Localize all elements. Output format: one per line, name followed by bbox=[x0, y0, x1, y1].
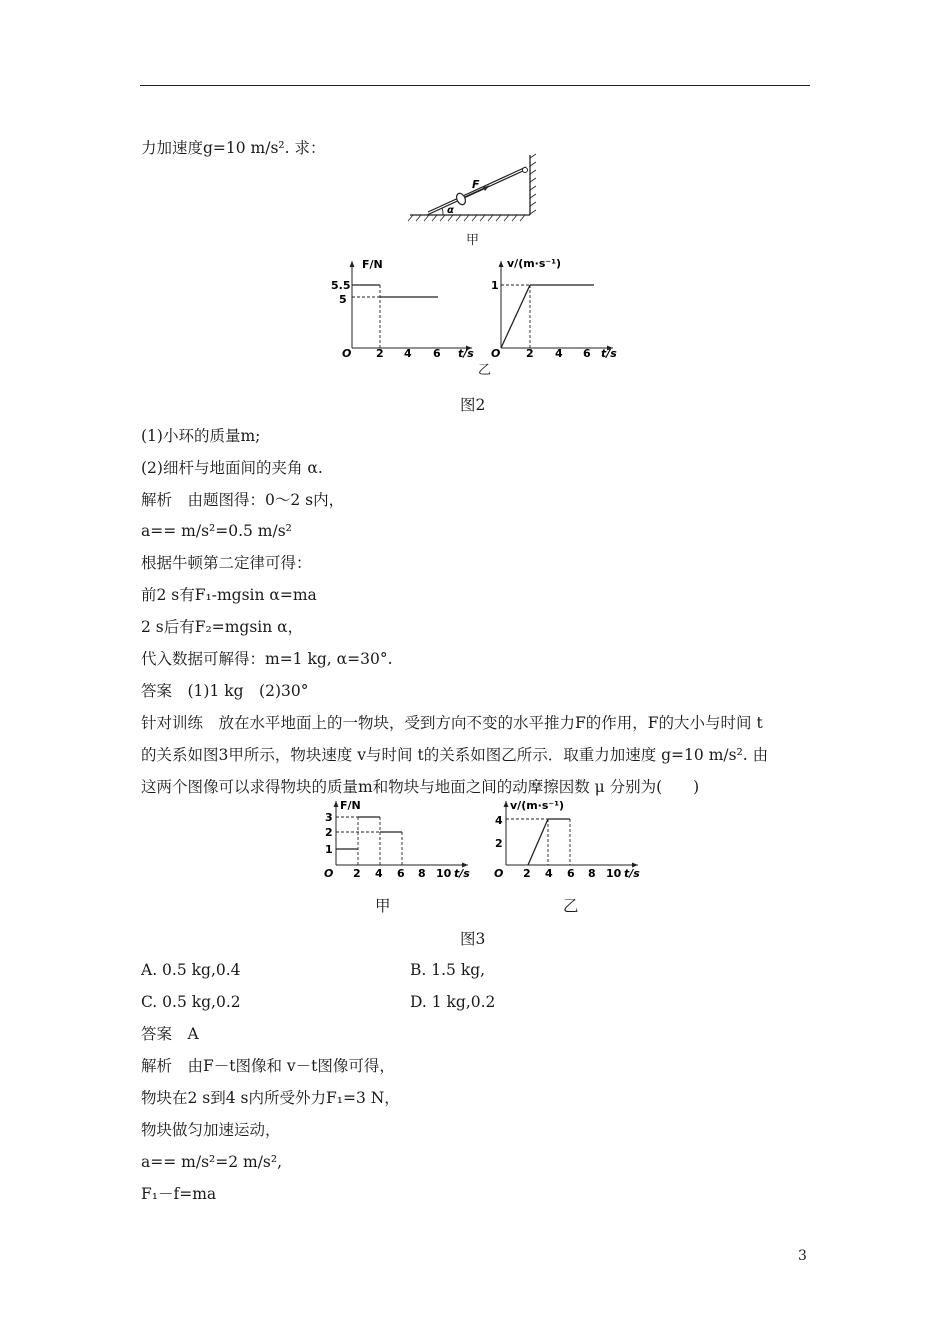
xtick: 2 bbox=[353, 867, 361, 880]
text-line-11: 针对训练 放在水平地面上的一物块，受到方向不变的水平推力F的作用，F的大小与时间 t bbox=[141, 714, 763, 732]
ytick: 5 bbox=[339, 293, 347, 306]
ytick: 5.5 bbox=[331, 279, 351, 292]
origin: O bbox=[491, 347, 501, 360]
xtick: 4 bbox=[545, 867, 553, 880]
fig3-ft-chart bbox=[320, 797, 475, 891]
fig3-caption: 图3 bbox=[460, 930, 486, 948]
fig3-yi-caption: 乙 bbox=[563, 897, 579, 915]
text-line-1: 力加速度g=10 m/s². 求： bbox=[141, 139, 326, 157]
xlabel: t/s bbox=[624, 867, 640, 880]
text-line-18: a== m/s²=2 m/s², bbox=[141, 1153, 283, 1171]
incline-diagram bbox=[405, 150, 545, 234]
header-rule bbox=[140, 85, 810, 86]
text-line-5: a== m/s²=0.5 m/s² bbox=[141, 522, 292, 540]
origin: O bbox=[342, 347, 352, 360]
fig2-vt-chart bbox=[480, 255, 620, 364]
text-line-14: 答案 A bbox=[141, 1025, 199, 1043]
ytick: 1 bbox=[491, 279, 499, 292]
fig2-yi-caption: 乙 bbox=[478, 363, 492, 378]
xtick: 4 bbox=[375, 867, 383, 880]
ylabel: F/N bbox=[362, 258, 383, 271]
text-line-15: 解析 由F－t图像和 v－t图像可得， bbox=[141, 1057, 395, 1075]
xtick: 10 bbox=[606, 867, 622, 880]
fig3-vt-chart bbox=[492, 797, 647, 891]
text-line-8: 2 s后有F₂=mgsin α， bbox=[141, 618, 304, 636]
xtick: 2 bbox=[376, 347, 384, 360]
xtick: 8 bbox=[588, 867, 596, 880]
text-line-6: 根据牛顿第二定律可得： bbox=[141, 554, 312, 572]
series-segment bbox=[528, 819, 548, 865]
fig2-ft-chart bbox=[330, 255, 480, 364]
page-number: 3 bbox=[798, 1248, 807, 1264]
ytick: 2 bbox=[325, 826, 333, 839]
xtick: 6 bbox=[397, 867, 405, 880]
ytick: 1 bbox=[325, 843, 333, 856]
option-c: C. 0.5 kg,0.2 bbox=[141, 993, 241, 1011]
option-d: D. 1 kg,0.2 bbox=[410, 993, 496, 1011]
text-line-10: 答案 (1)1 kg (2)30° bbox=[141, 682, 309, 700]
xtick: 2 bbox=[523, 867, 531, 880]
option-b: B. 1.5 kg, bbox=[410, 961, 486, 979]
ylabel: F/N bbox=[340, 799, 361, 812]
xtick: 10 bbox=[436, 867, 452, 880]
origin: O bbox=[494, 867, 504, 880]
ytick: 3 bbox=[325, 811, 333, 824]
text-line-16: 物块在2 s到4 s内所受外力F₁=3 N， bbox=[141, 1089, 400, 1107]
force-label: F bbox=[472, 178, 480, 191]
text-line-9: 代入数据可解得：m=1 kg, α=30°. bbox=[141, 650, 393, 668]
text-line-4: 解析 由题图得：0～2 s内， bbox=[141, 491, 345, 509]
origin: O bbox=[324, 867, 334, 880]
ytick: 4 bbox=[495, 814, 503, 827]
xtick: 6 bbox=[567, 867, 575, 880]
text-line-19: F₁－f=ma bbox=[141, 1185, 217, 1203]
text-line-17: 物块做匀加速运动， bbox=[141, 1121, 281, 1139]
ytick: 2 bbox=[495, 837, 503, 850]
text-line-2: (1)小环的质量m; bbox=[141, 427, 261, 445]
xtick: 2 bbox=[526, 347, 534, 360]
xtick: 4 bbox=[404, 347, 412, 360]
fig2-jia-caption: 甲 bbox=[466, 233, 480, 248]
ylabel: v/(m·s⁻¹) bbox=[507, 257, 562, 270]
option-a: A. 0.5 kg,0.4 bbox=[141, 961, 241, 979]
text-line-7: 前2 s有F₁-mgsin α=ma bbox=[141, 586, 317, 604]
xtick: 4 bbox=[555, 347, 563, 360]
xlabel: t/s bbox=[458, 347, 474, 360]
xlabel: t/s bbox=[601, 347, 617, 360]
angle-label: α bbox=[447, 205, 454, 216]
xlabel: t/s bbox=[454, 867, 470, 880]
fig3-jia-caption: 甲 bbox=[375, 897, 391, 915]
text-line-3: (2)细杆与地面间的夹角 α. bbox=[141, 459, 323, 477]
xtick: 6 bbox=[433, 347, 441, 360]
fig2-caption: 图2 bbox=[460, 396, 486, 414]
xtick: 8 bbox=[418, 867, 426, 880]
xtick: 6 bbox=[583, 347, 591, 360]
ylabel: v/(m·s⁻¹) bbox=[510, 799, 565, 812]
text-line-13: 这两个图像可以求得物块的质量m和物块与地面之间的动摩擦因数 μ 分别为( ) bbox=[141, 778, 700, 796]
series-segment bbox=[501, 285, 530, 348]
text-line-12: 的关系如图3甲所示，物块速度 v与时间 t的关系如图乙所示．取重力加速度 g=10 m/s². 由 bbox=[141, 746, 769, 764]
